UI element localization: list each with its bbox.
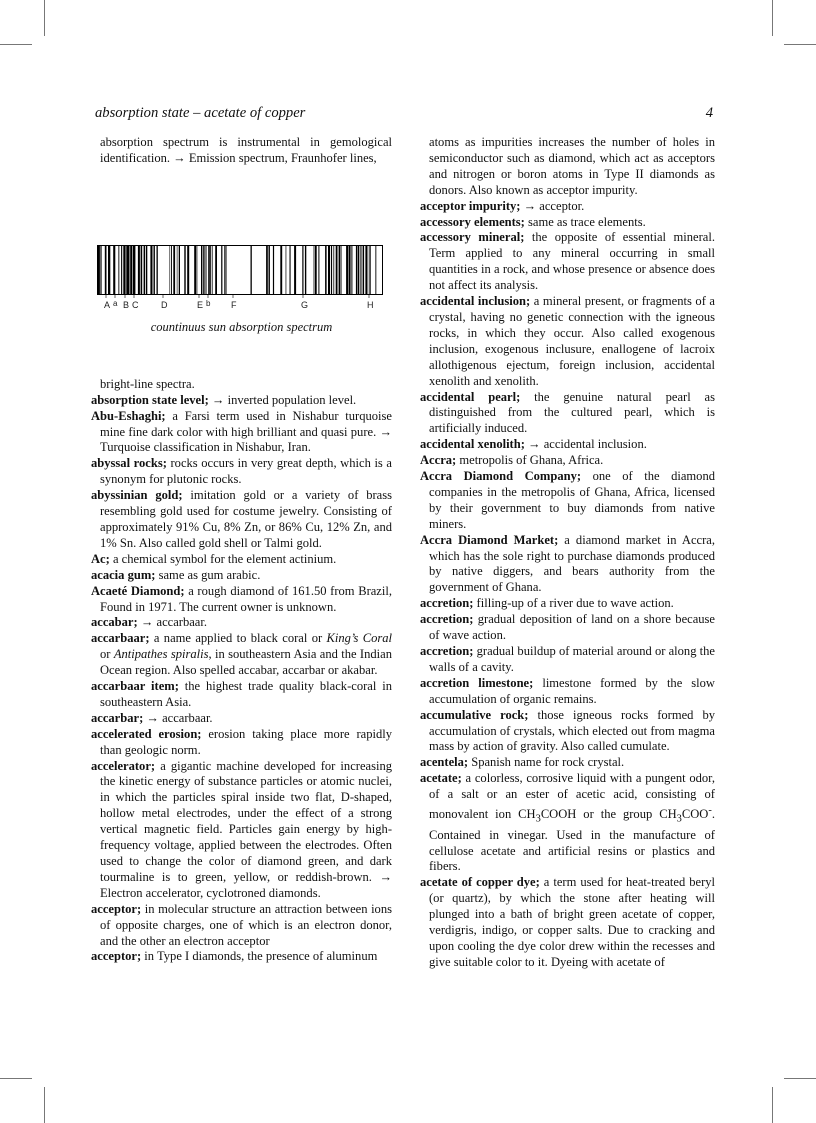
spectrum-band — [333, 246, 334, 294]
entry-continuation: absorption spectrum is instrumental in gemological identification. → Emission spectrum, Fraunhofer lines, — [100, 135, 392, 165]
spectrum-band — [179, 246, 180, 294]
dictionary-entry — [91, 949, 392, 965]
spectrum-bars — [98, 245, 383, 294]
spectrum-line-label: H — [367, 299, 374, 310]
definition: gradual deposition of land on a shore because of wave action. — [429, 612, 715, 643]
spectrum-band — [370, 246, 371, 294]
headword: acetate; — [420, 771, 462, 786]
spectrum-band — [266, 246, 268, 294]
definition: in molecular structure an attraction between ions of opposite charges, one of which is an electron donor, and the other an electron acceptor — [100, 901, 392, 948]
dictionary-entry — [91, 631, 392, 679]
spectrum-band — [318, 246, 319, 294]
spectrum-line-label: b — [206, 298, 211, 308]
definition: rocks occurs in very great depth, which is a synonym for plutonic rocks. — [100, 456, 392, 487]
definition-italic: Antipathes spiralis — [113, 647, 209, 662]
definition: → accarbaar. — [143, 710, 213, 725]
running-head: absorption state – acetate of copper — [95, 105, 306, 121]
definition: imitation gold or a variety of brass resembling gold used for costume jewelry. Consisting of approximately 91% Cu, 8% Zn, or 86% Cu, 12% Zn, and 1% Sn. Also called gold shell or Talmi gold. — [100, 488, 392, 550]
headword: accretion; — [420, 596, 474, 611]
definition: same as trace elements. — [524, 214, 646, 229]
definition-italic: King’s Coral — [326, 631, 392, 646]
spectrum-band — [341, 246, 342, 294]
spectrum-band — [346, 246, 348, 294]
spectrum-band — [133, 246, 136, 294]
dictionary-entry — [91, 711, 392, 727]
dictionary-entry — [420, 469, 715, 533]
spectrum-band — [118, 246, 119, 294]
spectrum-band — [170, 246, 171, 294]
spectrum-line-label: F — [231, 299, 237, 310]
dictionary-entry — [420, 644, 715, 676]
subscript: 3 — [535, 813, 541, 825]
dictionary-entry — [91, 727, 392, 759]
spectrum-band — [331, 246, 332, 294]
dictionary-entry — [91, 615, 392, 631]
spectrum-line-label: A — [104, 299, 111, 310]
headword: Ac; — [91, 551, 110, 566]
spectrum-band — [251, 246, 252, 294]
spectrum-band — [325, 246, 327, 294]
spectrum-band — [138, 246, 140, 294]
headword: Acaeté Diamond; — [91, 583, 185, 598]
spectrum-band — [123, 246, 125, 294]
definition: a gigantic machine developed for increasing the kinetic energy of substance particles or atomic nuclei, in which the particles spiral inside two flat, D-shaped, hollow metal electrodes, under the effect of a strong vertical magnetic field. Particles gain energy by high-frequency voltage, applied between the electrodes. Often used to change the color of diamond green, and dark tourmaline is to green, yellow, or reddish-brown. → Electron accelerator, cyclotroned diamonds. — [100, 758, 392, 900]
headword: accabar; — [91, 615, 138, 630]
spectrum-band — [154, 246, 155, 294]
spectrum-band — [171, 246, 172, 294]
spectrum-image — [97, 245, 387, 311]
definition: the genuine natural pearl as distinguished from the cultured pearl, which is artificially induced. — [429, 389, 715, 436]
dictionary-entry — [420, 676, 715, 708]
headword: accelerated erosion; — [91, 726, 202, 741]
definition: limestone formed by the slow accumulation of organic remains. — [429, 675, 715, 706]
dictionary-entry — [420, 390, 715, 438]
headword: accretion limestone; — [420, 675, 534, 690]
definition: a term used for heat-treated beryl (or quartz), by which the stone after heating will plunged into a bath of bright green acetate of copper, verdigris, indigo, or copper salts. Due to cracking and upon cooling the dye color drew within the recesses and give suitable color to it. Dyeing with acetate of — [429, 875, 716, 969]
spectrum-band — [294, 246, 296, 294]
headword: acetate of copper dye; — [420, 875, 540, 890]
spectrum-band — [356, 246, 358, 294]
spectrum-figure — [91, 167, 392, 377]
headword: accidental pearl; — [420, 389, 521, 404]
headword: accidental inclusion; — [420, 294, 531, 309]
headword: acacia gum; — [91, 567, 156, 582]
spectrum-labels — [104, 295, 374, 310]
dictionary-entry — [91, 584, 392, 616]
definition: erosion taking place more rapidly than geologic norm. — [100, 726, 392, 757]
headword: accarbaar; — [91, 631, 150, 646]
spectrum-band — [113, 246, 115, 294]
spectrum-band — [351, 246, 352, 294]
spectrum-band — [375, 246, 376, 294]
spectrum-band — [336, 246, 338, 294]
definition: a diamond market in Accra, which has the sole right to purchase diamonds produced by native diggers, and bears authority from the government of Ghana. — [429, 532, 715, 595]
spectrum-band — [286, 246, 287, 294]
headword: accumulative rock; — [420, 707, 529, 722]
definition: the opposite of essential mineral. Term applied to any mineral occurring in small quantities in a rock, and whose presence or absence does not affect its analysis. — [429, 230, 715, 293]
crop-mark — [772, 1087, 773, 1123]
spectrum-band — [121, 246, 122, 294]
spectrum-line-label: a — [113, 298, 118, 308]
headword: accelerator; — [91, 758, 156, 773]
subscript: 3 — [676, 813, 682, 825]
spectrum-band — [224, 246, 225, 294]
dictionary-entry — [91, 568, 392, 584]
spectrum-band — [315, 246, 317, 294]
dictionary-entry — [420, 875, 715, 970]
dictionary-entry — [420, 215, 715, 231]
headword: absorption state level; — [91, 392, 209, 407]
dictionary-entry — [420, 453, 715, 469]
left-column — [91, 135, 392, 965]
dictionary-entry — [91, 759, 392, 902]
spectrum-band — [339, 246, 341, 294]
headword: accessory elements; — [420, 214, 525, 229]
spectrum-band — [363, 246, 365, 294]
spectrum-band — [100, 246, 101, 294]
figure-caption: countinuus sun absorption spectrum — [150, 319, 333, 334]
definition: a name applied to black coral or — [149, 631, 327, 646]
spectrum-band — [206, 246, 207, 294]
definition: → accidental inclusion. — [524, 437, 647, 452]
spectrum-band — [184, 246, 185, 294]
spectrum-band — [157, 246, 158, 294]
spectrum-band — [221, 246, 222, 294]
definition: filling-up of a river due to wave action. — [473, 596, 674, 611]
dictionary-entry — [420, 612, 715, 644]
dictionary-entry — [420, 771, 715, 875]
spectrum-band — [203, 246, 204, 294]
crop-mark — [0, 44, 32, 45]
spectrum-band — [130, 246, 132, 294]
crop-mark — [44, 0, 45, 36]
dictionary-entry — [420, 230, 715, 294]
dictionary-entry — [91, 488, 392, 552]
spectrum-band — [98, 246, 100, 294]
spectrum-band — [290, 246, 291, 294]
spectrum-band — [173, 246, 175, 294]
definition: COOH or the group CH — [540, 807, 677, 822]
headword: accarbar; — [91, 710, 144, 725]
dictionary-entry — [420, 533, 715, 597]
definition: or — [100, 647, 114, 662]
headword: acceptor; — [91, 949, 142, 964]
spectrum-band — [201, 246, 202, 294]
dictionary-entry — [91, 552, 392, 568]
entry-continuation: bright-line spectra. — [100, 376, 195, 391]
spectrum-band — [360, 246, 361, 294]
definition: . Contained in vinegar. Used in the manufacture of cellulose acetate and artificial resins or plastics and fibers. — [429, 807, 715, 874]
spectrum-band — [194, 246, 196, 294]
spectrum-band — [108, 246, 110, 294]
spectrum-band — [141, 246, 143, 294]
headword: accarbaar item; — [91, 679, 179, 694]
spectrum-band — [368, 246, 369, 294]
spectrum-band — [208, 246, 209, 294]
dictionary-entry — [420, 755, 715, 771]
headword: accretion; — [420, 644, 474, 658]
spectrum-band — [328, 246, 330, 294]
spectrum-band — [144, 246, 146, 294]
spectrum-band — [126, 246, 129, 294]
crop-mark — [784, 1078, 816, 1079]
headword: accidental xenolith; — [420, 437, 525, 452]
crop-mark — [784, 44, 816, 45]
dictionary-entry — [420, 708, 715, 756]
headword: acceptor; — [91, 901, 142, 916]
definition: gradual buildup of material around or along the walls of a cavity. — [429, 644, 715, 674]
definition: same as gum arabic. — [155, 567, 261, 582]
spectrum-line-label: E — [197, 299, 204, 310]
definition: those igneous rocks formed by accumulation of crystals, which elected out from magma mass by action of gravity. Also called cumulate. — [429, 707, 716, 754]
entry-continuation: atoms as impurities increases the number of holes in semiconductor such as diamond, which act as acceptors and nitrogen or boron atoms in Type II diamonds as donors. Also known as acceptor impurity. — [429, 135, 715, 197]
definition: a colorless, corrosive liquid with a pungent odor, of a salt or an ester of acetic acid, consisting of monovalent ion CH — [429, 771, 715, 822]
spectrum-band — [269, 246, 270, 294]
superscript: - — [708, 805, 712, 817]
page-header — [95, 105, 713, 125]
headword: abyssal rocks; — [91, 456, 167, 471]
headword: Accra Diamond Company; — [420, 469, 582, 484]
spectrum-line-label: C — [132, 299, 139, 310]
dictionary-entry — [420, 199, 715, 215]
crop-mark — [772, 0, 773, 36]
definition: Spanish name for rock crystal. — [468, 755, 625, 770]
dictionary-entry — [420, 294, 715, 389]
right-column — [420, 135, 715, 971]
headword: acentela; — [420, 755, 469, 770]
headword: Accra Diamond Market; — [420, 532, 559, 547]
spectrum-band — [349, 246, 351, 294]
crop-mark — [44, 1087, 45, 1123]
spectrum-band — [273, 246, 274, 294]
spectrum-band — [365, 246, 367, 294]
definition: a Farsi term used in Nishabur turquoise mine fine dark color with high brilliant and quasi pure. → Turquoise classification in Nishabur, Iran. — [100, 408, 392, 455]
spectrum-band — [146, 246, 147, 294]
definition: COO — [681, 807, 709, 822]
headword: Abu-Eshaghi; — [91, 408, 166, 423]
page-number: 4 — [705, 105, 713, 121]
definition: a mineral present, or fragments of a crystal, having no genetic connection with the igneous rocks, in which they occur. Also called exogenous inclusion, exogenous inclusure, enallogene of lacroix allothigenous ejectum, foreign inclusion, accidental xenolith and xenolith. — [429, 294, 716, 388]
spectrum-band — [302, 246, 303, 294]
definition: the highest trade quality black-coral in southeastern Asia. — [100, 679, 392, 709]
spectrum-band — [212, 246, 213, 294]
dictionary-entry — [420, 596, 715, 612]
spectrum-band — [209, 246, 211, 294]
definition: → accarbaar. — [137, 615, 207, 630]
spectrum-band — [314, 246, 315, 294]
definition: a chemical symbol for the element actinium. — [109, 551, 337, 566]
spectrum-band — [150, 246, 152, 294]
dictionary-entry — [91, 393, 392, 409]
definition: → inverted population level. — [208, 392, 357, 407]
spectrum-band — [177, 246, 178, 294]
spectrum-band — [280, 246, 282, 294]
spectrum-band — [358, 246, 359, 294]
spectrum-band — [187, 246, 189, 294]
crop-mark — [0, 1078, 32, 1079]
headword: Accra; — [420, 453, 457, 468]
headword: accessory mineral; — [420, 230, 525, 245]
dictionary-entry — [420, 437, 715, 453]
spectrum-band — [105, 246, 107, 294]
spectrum-band — [305, 246, 306, 294]
headword: abyssinian gold; — [91, 488, 183, 503]
definition: a rough diamond of 161.50 from Brazil, Found in 1971. The current owner is unknown. — [100, 583, 392, 614]
spectrum-band — [225, 246, 226, 294]
spectrum-band — [369, 246, 370, 294]
spectrum-line-label: D — [161, 299, 168, 310]
definition: → acceptor. — [520, 198, 585, 213]
dictionary-entry — [91, 679, 392, 711]
spectrum-line-label: B — [123, 299, 130, 310]
spectrum-band — [197, 246, 198, 294]
headword: accretion; — [420, 612, 474, 627]
definition: metropolis of Ghana, Africa. — [456, 453, 604, 468]
dictionary-entry — [91, 409, 392, 457]
definition: in Type I diamonds, the presence of aluminum — [141, 949, 378, 964]
definition: one of the diamond companies in the metropolis of Ghana, Africa, licensed by their government to buy diamonds from native miners. — [429, 469, 715, 531]
spectrum-band — [215, 246, 217, 294]
dictionary-entry — [91, 902, 392, 950]
headword: acceptor impurity; — [420, 198, 521, 213]
spectrum-line-label: G — [301, 299, 309, 310]
definition: , in southeastern Asia and the Indian Ocean region. Also spelled accabar, accarbar or akabar. — [100, 647, 392, 678]
dictionary-entry — [91, 456, 392, 488]
